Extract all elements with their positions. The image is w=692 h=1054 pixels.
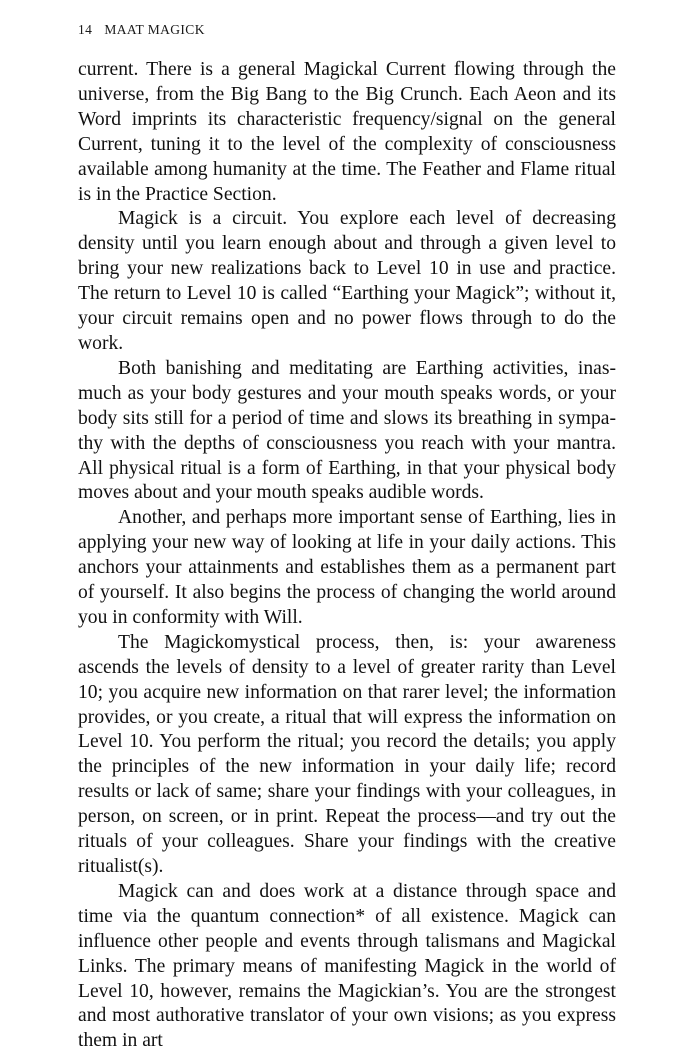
- page-number: 14: [78, 22, 93, 37]
- running-head-title: MAAT MAGICK: [104, 22, 205, 37]
- paragraph-magick-distance: Magick can and does work at a distance through space and time via the quantum connection* of all existence. Magick can influence other people and events through talismans and Magickal Links. The primary means of manifesting Magick in the world of Level 10, however, remains the Magickian’s. You are the strongest and most authorative translator of your own visions; as you express them in art: [78, 880, 616, 1052]
- paragraph-banishing-meditating: Both banishing and meditating are Earthing activities, inasmuch as your body gestures and your mouth speaks words, or your body sits still for a period of time and slows its breathing in sympathy with the depths of consciousness you reach with your mantra. All physical ritual is a form of Earthing, in that your physical body moves about and your mouth speaks audible words.: [78, 357, 616, 504]
- running-head: [78, 22, 205, 38]
- body-text: [78, 58, 616, 1054]
- paragraph-continued: current. There is a general Magickal Current flowing through the universe, from the Big Bang to the Big Crunch. Each Aeon and its Word imprints its characteristic frequency/signal on the general Current, tuning it to the level of the complexity of consciousness available among humanity at the time. The Feather and Flame ritual is in the Practice Section.: [78, 59, 616, 205]
- paragraph-magick-circuit: Magick is a circuit. You explore each level of decreasing density until you learn enough about and through a given level to bring your new realizations back to Level 10 in use and practice. The return to Level 10 is called “Earthing your Magick”; without it, your circuit remains open and no power flows through to do the work.: [78, 208, 616, 354]
- paragraph-earthing-sense: Another, and perhaps more important sense of Earthing, lies in applying your new way of looking at life in your daily actions. This anchors your attainments and establishes them as a permanent part of yourself. It also begins the process of changing the world around you in conformity with Will.: [78, 507, 616, 628]
- paragraph-magickomystical-process: The Magickomystical process, then, is: your awareness ascends the levels of density to a level of greater rarity than Level 10; you acquire new information on that rarer level; the information provides, or you create, a ritual that will express the information on Level 10. You perform the ritual; you record the details; you apply the principles of the new information in your daily life; record results or lack of same; share your findings with your colleagues, in person, on screen, or in print. Repeat the process—and try out the rituals of your colleagues. Share your findings with the creative ritualist(s).: [78, 631, 616, 877]
